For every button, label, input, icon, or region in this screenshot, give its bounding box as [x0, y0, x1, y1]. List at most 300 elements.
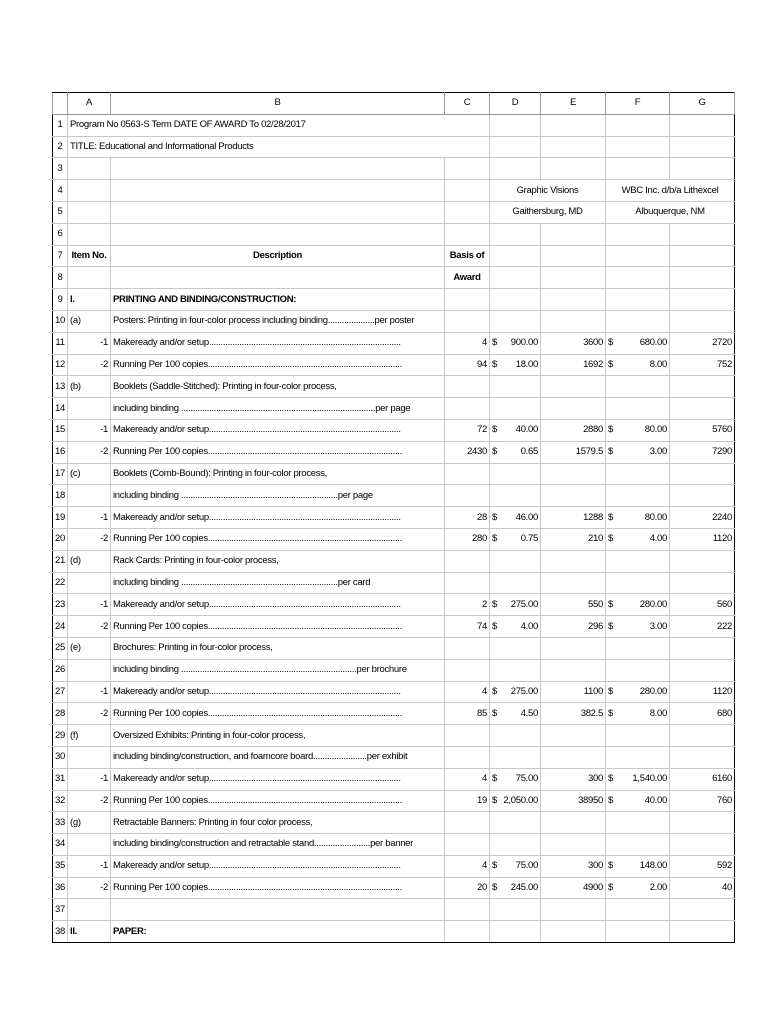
basis-of-award-cell[interactable]: 4	[445, 681, 490, 703]
unit-price-cell[interactable]	[606, 877, 670, 899]
item-no-cell[interactable]: (g)	[68, 812, 111, 834]
unit-price-cell[interactable]	[606, 528, 670, 550]
basis-of-award-cell[interactable]	[445, 637, 490, 659]
description-cell[interactable]: Makeready and/or setup..................................................................................	[111, 594, 445, 616]
description-cell[interactable]	[111, 223, 445, 245]
extended-price-cell[interactable]	[541, 223, 606, 245]
extended-price-cell[interactable]: 2720	[670, 332, 735, 354]
row-number[interactable]: 35	[53, 855, 68, 877]
item-no-cell[interactable]: II.	[68, 921, 111, 943]
unit-price-cell[interactable]	[490, 419, 541, 441]
item-no-cell[interactable]	[68, 899, 111, 921]
basis-of-award-cell[interactable]	[445, 180, 490, 202]
extended-price-cell[interactable]: 382.5	[541, 703, 606, 725]
basis-of-award-cell[interactable]: 2430	[445, 441, 490, 463]
unit-price-cell[interactable]	[606, 376, 670, 398]
unit-price-cell[interactable]	[490, 594, 541, 616]
cell-e[interactable]	[541, 114, 606, 136]
description-cell[interactable]: Makeready and/or setup..................................................................................	[111, 419, 445, 441]
cell-e[interactable]	[541, 136, 606, 158]
row-number[interactable]: 12	[53, 354, 68, 376]
basis-of-award-cell[interactable]: 72	[445, 419, 490, 441]
title-cell[interactable]: TITLE: Educational and Informational Products	[68, 136, 490, 158]
unit-price-cell[interactable]	[606, 703, 670, 725]
row-number[interactable]: 32	[53, 790, 68, 812]
unit-price-cell[interactable]	[606, 921, 670, 943]
item-no-cell[interactable]: -1	[68, 855, 111, 877]
unit-price-cell[interactable]	[490, 921, 541, 943]
extended-price-cell[interactable]	[670, 485, 735, 507]
basis-of-award-cell[interactable]	[445, 158, 490, 180]
column-header-b[interactable]: B	[111, 93, 445, 115]
column-header-a[interactable]: A	[68, 93, 111, 115]
unit-price-cell[interactable]	[490, 725, 541, 747]
extended-price-cell[interactable]	[541, 463, 606, 485]
item-no-cell[interactable]: -1	[68, 419, 111, 441]
item-no-cell[interactable]: -1	[68, 594, 111, 616]
item-no-cell[interactable]	[68, 223, 111, 245]
extended-price-cell[interactable]	[541, 398, 606, 420]
row-number[interactable]: 31	[53, 768, 68, 790]
unit-price-cell[interactable]	[606, 332, 670, 354]
unit-price-cell[interactable]	[606, 398, 670, 420]
basis-of-award-cell[interactable]: 85	[445, 703, 490, 725]
extended-price-cell[interactable]: 3600	[541, 332, 606, 354]
extended-price-cell[interactable]	[541, 899, 606, 921]
item-no-cell[interactable]: -1	[68, 681, 111, 703]
row-number[interactable]: 36	[53, 877, 68, 899]
row-number[interactable]: 4	[53, 180, 68, 202]
unit-price-cell[interactable]	[606, 637, 670, 659]
basis-of-award-cell[interactable]	[445, 659, 490, 681]
basis-of-award-cell[interactable]: Basis of	[445, 245, 490, 267]
basis-of-award-cell[interactable]	[445, 725, 490, 747]
row-number[interactable]: 29	[53, 725, 68, 747]
extended-price-cell[interactable]: 752	[670, 354, 735, 376]
item-no-cell[interactable]: (c)	[68, 463, 111, 485]
extended-price-cell[interactable]: 296	[541, 616, 606, 638]
item-no-cell[interactable]	[68, 485, 111, 507]
unit-price-cell[interactable]	[606, 746, 670, 768]
basis-of-award-cell[interactable]: 2	[445, 594, 490, 616]
basis-of-award-cell[interactable]	[445, 398, 490, 420]
extended-price-cell[interactable]: 1579.5	[541, 441, 606, 463]
extended-price-cell[interactable]: 6160	[670, 768, 735, 790]
row-number[interactable]: 1	[53, 114, 68, 136]
item-no-cell[interactable]	[68, 572, 111, 594]
row-number[interactable]: 5	[53, 201, 68, 223]
extended-price-cell[interactable]	[670, 834, 735, 856]
unit-price-cell[interactable]	[606, 572, 670, 594]
corner-cell[interactable]	[53, 93, 68, 115]
row-number[interactable]: 13	[53, 376, 68, 398]
extended-price-cell[interactable]: 7290	[670, 441, 735, 463]
basis-of-award-cell[interactable]: Award	[445, 267, 490, 289]
cell-d[interactable]	[490, 136, 541, 158]
row-number[interactable]: 16	[53, 441, 68, 463]
description-cell[interactable]: Rack Cards: Printing in four-color process,	[111, 550, 445, 572]
extended-price-cell[interactable]	[541, 572, 606, 594]
extended-price-cell[interactable]: 4900	[541, 877, 606, 899]
description-cell[interactable]: Brochures: Printing in four-color process,	[111, 637, 445, 659]
unit-price-cell[interactable]	[490, 616, 541, 638]
item-no-cell[interactable]: (d)	[68, 550, 111, 572]
extended-price-cell[interactable]: 550	[541, 594, 606, 616]
basis-of-award-cell[interactable]	[445, 921, 490, 943]
description-cell[interactable]	[111, 267, 445, 289]
extended-price-cell[interactable]	[670, 158, 735, 180]
extended-price-cell[interactable]	[541, 158, 606, 180]
description-cell[interactable]: Booklets (Saddle-Stitched): Printing in four-color process,	[111, 376, 445, 398]
row-number[interactable]: 23	[53, 594, 68, 616]
title-cell[interactable]: Program No 0563-S Term DATE OF AWARD To 02/28/2017	[68, 114, 490, 136]
unit-price-cell[interactable]	[490, 659, 541, 681]
cell-g[interactable]	[670, 136, 735, 158]
item-no-cell[interactable]: (f)	[68, 725, 111, 747]
unit-price-cell[interactable]	[606, 463, 670, 485]
cell-g[interactable]	[670, 114, 735, 136]
item-no-cell[interactable]: -2	[68, 877, 111, 899]
unit-price-cell[interactable]	[606, 245, 670, 267]
extended-price-cell[interactable]: 592	[670, 855, 735, 877]
description-cell[interactable]: Running Per 100 copies...................................................................................	[111, 790, 445, 812]
description-cell[interactable]: Running Per 100 copies...................................................................................	[111, 528, 445, 550]
extended-price-cell[interactable]: 222	[670, 616, 735, 638]
row-number[interactable]: 20	[53, 528, 68, 550]
row-number[interactable]: 19	[53, 507, 68, 529]
extended-price-cell[interactable]	[670, 572, 735, 594]
description-cell[interactable]: including binding/construction and retractable stand........................per banner	[111, 834, 445, 856]
description-cell[interactable]: Running Per 100 copies...................................................................................	[111, 616, 445, 638]
extended-price-cell[interactable]: 1100	[541, 681, 606, 703]
description-cell[interactable]: Booklets (Comb-Bound): Printing in four-color process,	[111, 463, 445, 485]
basis-of-award-cell[interactable]: 28	[445, 507, 490, 529]
extended-price-cell[interactable]	[541, 659, 606, 681]
row-number[interactable]: 9	[53, 289, 68, 311]
extended-price-cell[interactable]	[670, 812, 735, 834]
unit-price-cell[interactable]	[490, 158, 541, 180]
column-header-e[interactable]: E	[541, 93, 606, 115]
extended-price-cell[interactable]	[541, 289, 606, 311]
column-header-d[interactable]: D	[490, 93, 541, 115]
unit-price-cell[interactable]	[490, 289, 541, 311]
vendor-cell-wbc[interactable]: WBC Inc. d/b/a Lithexcel	[606, 180, 735, 202]
description-cell[interactable]	[111, 180, 445, 202]
row-number[interactable]: 22	[53, 572, 68, 594]
description-cell[interactable]: Posters: Printing in four-color process including binding....................per poster	[111, 310, 445, 332]
unit-price-cell[interactable]	[606, 158, 670, 180]
row-number[interactable]: 15	[53, 419, 68, 441]
basis-of-award-cell[interactable]	[445, 223, 490, 245]
description-cell[interactable]: Makeready and/or setup..................................................................................	[111, 855, 445, 877]
extended-price-cell[interactable]: 40	[670, 877, 735, 899]
extended-price-cell[interactable]	[541, 376, 606, 398]
item-no-cell[interactable]	[68, 746, 111, 768]
extended-price-cell[interactable]	[670, 746, 735, 768]
vendor-cell-graphic-visions[interactable]: Gaithersburg, MD	[490, 201, 606, 223]
column-header-g[interactable]: G	[670, 93, 735, 115]
description-cell[interactable]: Running Per 100 copies...................................................................................	[111, 703, 445, 725]
unit-price-cell[interactable]	[606, 485, 670, 507]
basis-of-award-cell[interactable]	[445, 746, 490, 768]
item-no-cell[interactable]: -2	[68, 616, 111, 638]
extended-price-cell[interactable]	[541, 834, 606, 856]
unit-price-cell[interactable]	[606, 594, 670, 616]
item-no-cell[interactable]	[68, 201, 111, 223]
extended-price-cell[interactable]	[670, 725, 735, 747]
unit-price-cell[interactable]	[490, 528, 541, 550]
item-no-cell[interactable]: (e)	[68, 637, 111, 659]
row-number[interactable]: 21	[53, 550, 68, 572]
extended-price-cell[interactable]	[670, 899, 735, 921]
extended-price-cell[interactable]	[541, 267, 606, 289]
row-number[interactable]: 26	[53, 659, 68, 681]
row-number[interactable]: 7	[53, 245, 68, 267]
unit-price-cell[interactable]	[490, 637, 541, 659]
description-cell[interactable]: Running Per 100 copies...................................................................................	[111, 354, 445, 376]
item-no-cell[interactable]: (a)	[68, 310, 111, 332]
row-number[interactable]: 10	[53, 310, 68, 332]
extended-price-cell[interactable]: 1692	[541, 354, 606, 376]
description-cell[interactable]: PAPER:	[111, 921, 445, 943]
row-number[interactable]: 34	[53, 834, 68, 856]
row-number[interactable]: 33	[53, 812, 68, 834]
basis-of-award-cell[interactable]	[445, 201, 490, 223]
extended-price-cell[interactable]	[541, 550, 606, 572]
column-header-c[interactable]: C	[445, 93, 490, 115]
extended-price-cell[interactable]	[670, 398, 735, 420]
description-cell[interactable]: including binding ...................................................................per card	[111, 572, 445, 594]
description-cell[interactable]: Oversized Exhibits: Printing in four-color process,	[111, 725, 445, 747]
extended-price-cell[interactable]	[670, 267, 735, 289]
basis-of-award-cell[interactable]	[445, 572, 490, 594]
basis-of-award-cell[interactable]: 4	[445, 855, 490, 877]
unit-price-cell[interactable]	[490, 550, 541, 572]
unit-price-cell[interactable]	[490, 398, 541, 420]
extended-price-cell[interactable]	[541, 921, 606, 943]
description-cell[interactable]: Makeready and/or setup..................................................................................	[111, 681, 445, 703]
item-no-cell[interactable]: -2	[68, 441, 111, 463]
item-no-cell[interactable]: -2	[68, 354, 111, 376]
row-number[interactable]: 3	[53, 158, 68, 180]
basis-of-award-cell[interactable]: 74	[445, 616, 490, 638]
row-number[interactable]: 24	[53, 616, 68, 638]
item-no-cell[interactable]	[68, 834, 111, 856]
item-no-cell[interactable]	[68, 398, 111, 420]
extended-price-cell[interactable]	[541, 310, 606, 332]
row-number[interactable]: 25	[53, 637, 68, 659]
item-no-cell[interactable]: -1	[68, 507, 111, 529]
extended-price-cell[interactable]: 760	[670, 790, 735, 812]
row-number[interactable]: 8	[53, 267, 68, 289]
extended-price-cell[interactable]	[541, 637, 606, 659]
unit-price-cell[interactable]	[490, 746, 541, 768]
row-number[interactable]: 38	[53, 921, 68, 943]
unit-price-cell[interactable]	[490, 354, 541, 376]
extended-price-cell[interactable]: 1288	[541, 507, 606, 529]
item-no-cell[interactable]: -1	[68, 332, 111, 354]
row-number[interactable]: 2	[53, 136, 68, 158]
description-cell[interactable]: including binding/construction, and foamcore board.......................per exhibit	[111, 746, 445, 768]
row-number[interactable]: 27	[53, 681, 68, 703]
description-cell[interactable]: Retractable Banners: Printing in four color process,	[111, 812, 445, 834]
unit-price-cell[interactable]	[490, 223, 541, 245]
extended-price-cell[interactable]	[670, 310, 735, 332]
unit-price-cell[interactable]	[606, 659, 670, 681]
unit-price-cell[interactable]	[606, 616, 670, 638]
row-number[interactable]: 11	[53, 332, 68, 354]
unit-price-cell[interactable]	[490, 310, 541, 332]
extended-price-cell[interactable]	[670, 223, 735, 245]
unit-price-cell[interactable]	[490, 877, 541, 899]
unit-price-cell[interactable]	[490, 245, 541, 267]
extended-price-cell[interactable]: 300	[541, 855, 606, 877]
description-cell[interactable]: Makeready and/or setup..................................................................................	[111, 507, 445, 529]
extended-price-cell[interactable]	[541, 812, 606, 834]
unit-price-cell[interactable]	[606, 289, 670, 311]
unit-price-cell[interactable]	[490, 441, 541, 463]
unit-price-cell[interactable]	[490, 572, 541, 594]
extended-price-cell[interactable]: 300	[541, 768, 606, 790]
extended-price-cell[interactable]	[670, 659, 735, 681]
unit-price-cell[interactable]	[606, 310, 670, 332]
cell-f[interactable]	[606, 136, 670, 158]
item-no-cell[interactable]: Item No.	[68, 245, 111, 267]
extended-price-cell[interactable]: 1120	[670, 528, 735, 550]
description-cell[interactable]	[111, 201, 445, 223]
extended-price-cell[interactable]	[670, 376, 735, 398]
unit-price-cell[interactable]	[606, 812, 670, 834]
unit-price-cell[interactable]	[490, 681, 541, 703]
extended-price-cell[interactable]: 2880	[541, 419, 606, 441]
extended-price-cell[interactable]: 38950	[541, 790, 606, 812]
description-cell[interactable]: including binding ...................................................................per page	[111, 485, 445, 507]
unit-price-cell[interactable]	[490, 768, 541, 790]
item-no-cell[interactable]	[68, 659, 111, 681]
unit-price-cell[interactable]	[606, 507, 670, 529]
basis-of-award-cell[interactable]: 19	[445, 790, 490, 812]
unit-price-cell[interactable]	[490, 812, 541, 834]
cell-d[interactable]	[490, 114, 541, 136]
unit-price-cell[interactable]	[606, 354, 670, 376]
unit-price-cell[interactable]	[490, 855, 541, 877]
row-number[interactable]: 37	[53, 899, 68, 921]
basis-of-award-cell[interactable]: 4	[445, 768, 490, 790]
extended-price-cell[interactable]: 560	[670, 594, 735, 616]
unit-price-cell[interactable]	[606, 790, 670, 812]
basis-of-award-cell[interactable]	[445, 485, 490, 507]
row-number[interactable]: 17	[53, 463, 68, 485]
description-cell[interactable]: PRINTING AND BINDING/CONSTRUCTION:	[111, 289, 445, 311]
cell-f[interactable]	[606, 114, 670, 136]
extended-price-cell[interactable]	[541, 746, 606, 768]
extended-price-cell[interactable]	[670, 245, 735, 267]
unit-price-cell[interactable]	[490, 463, 541, 485]
basis-of-award-cell[interactable]	[445, 834, 490, 856]
description-cell[interactable]: Running Per 100 copies...................................................................................	[111, 441, 445, 463]
basis-of-award-cell[interactable]	[445, 812, 490, 834]
basis-of-award-cell[interactable]: 4	[445, 332, 490, 354]
item-no-cell[interactable]: I.	[68, 289, 111, 311]
basis-of-award-cell[interactable]: 94	[445, 354, 490, 376]
item-no-cell[interactable]	[68, 158, 111, 180]
extended-price-cell[interactable]: 5760	[670, 419, 735, 441]
extended-price-cell[interactable]	[670, 289, 735, 311]
extended-price-cell[interactable]: 1120	[670, 681, 735, 703]
item-no-cell[interactable]	[68, 267, 111, 289]
item-no-cell[interactable]: (b)	[68, 376, 111, 398]
unit-price-cell[interactable]	[490, 703, 541, 725]
unit-price-cell[interactable]	[606, 834, 670, 856]
description-cell[interactable]: including binding ...........................................................................per brochure	[111, 659, 445, 681]
item-no-cell[interactable]: -2	[68, 528, 111, 550]
extended-price-cell[interactable]	[541, 245, 606, 267]
unit-price-cell[interactable]	[606, 768, 670, 790]
row-number[interactable]: 6	[53, 223, 68, 245]
description-cell[interactable]: Description	[111, 245, 445, 267]
basis-of-award-cell[interactable]: 20	[445, 877, 490, 899]
item-no-cell[interactable]: -1	[68, 768, 111, 790]
unit-price-cell[interactable]	[490, 267, 541, 289]
unit-price-cell[interactable]	[606, 441, 670, 463]
unit-price-cell[interactable]	[606, 681, 670, 703]
basis-of-award-cell[interactable]	[445, 310, 490, 332]
unit-price-cell[interactable]	[606, 419, 670, 441]
unit-price-cell[interactable]	[490, 834, 541, 856]
unit-price-cell[interactable]	[490, 790, 541, 812]
description-cell[interactable]: Makeready and/or setup..................................................................................	[111, 768, 445, 790]
extended-price-cell[interactable]	[670, 921, 735, 943]
extended-price-cell[interactable]: 680	[670, 703, 735, 725]
unit-price-cell[interactable]	[606, 725, 670, 747]
description-cell[interactable]: including binding ...................................................................................per page	[111, 398, 445, 420]
vendor-cell-graphic-visions[interactable]: Graphic Visions	[490, 180, 606, 202]
extended-price-cell[interactable]	[670, 637, 735, 659]
basis-of-award-cell[interactable]	[445, 463, 490, 485]
unit-price-cell[interactable]	[606, 223, 670, 245]
unit-price-cell[interactable]	[606, 550, 670, 572]
unit-price-cell[interactable]	[490, 899, 541, 921]
extended-price-cell[interactable]	[670, 463, 735, 485]
item-no-cell[interactable]	[68, 180, 111, 202]
description-cell[interactable]: Makeready and/or setup..................................................................................	[111, 332, 445, 354]
unit-price-cell[interactable]	[490, 507, 541, 529]
unit-price-cell[interactable]	[490, 376, 541, 398]
basis-of-award-cell[interactable]	[445, 899, 490, 921]
unit-price-cell[interactable]	[490, 485, 541, 507]
basis-of-award-cell[interactable]: 280	[445, 528, 490, 550]
row-number[interactable]: 28	[53, 703, 68, 725]
description-cell[interactable]	[111, 899, 445, 921]
extended-price-cell[interactable]: 210	[541, 528, 606, 550]
column-header-f[interactable]: F	[606, 93, 670, 115]
item-no-cell[interactable]: -2	[68, 703, 111, 725]
extended-price-cell[interactable]	[541, 725, 606, 747]
extended-price-cell[interactable]	[541, 485, 606, 507]
basis-of-award-cell[interactable]	[445, 550, 490, 572]
description-cell[interactable]	[111, 158, 445, 180]
vendor-cell-wbc[interactable]: Albuquerque, NM	[606, 201, 735, 223]
row-number[interactable]: 14	[53, 398, 68, 420]
extended-price-cell[interactable]	[670, 550, 735, 572]
row-number[interactable]: 18	[53, 485, 68, 507]
unit-price-cell[interactable]	[606, 267, 670, 289]
basis-of-award-cell[interactable]	[445, 289, 490, 311]
extended-price-cell[interactable]: 2240	[670, 507, 735, 529]
unit-price-cell[interactable]	[606, 899, 670, 921]
description-cell[interactable]: Running Per 100 copies...................................................................................	[111, 877, 445, 899]
row-number[interactable]: 30	[53, 746, 68, 768]
